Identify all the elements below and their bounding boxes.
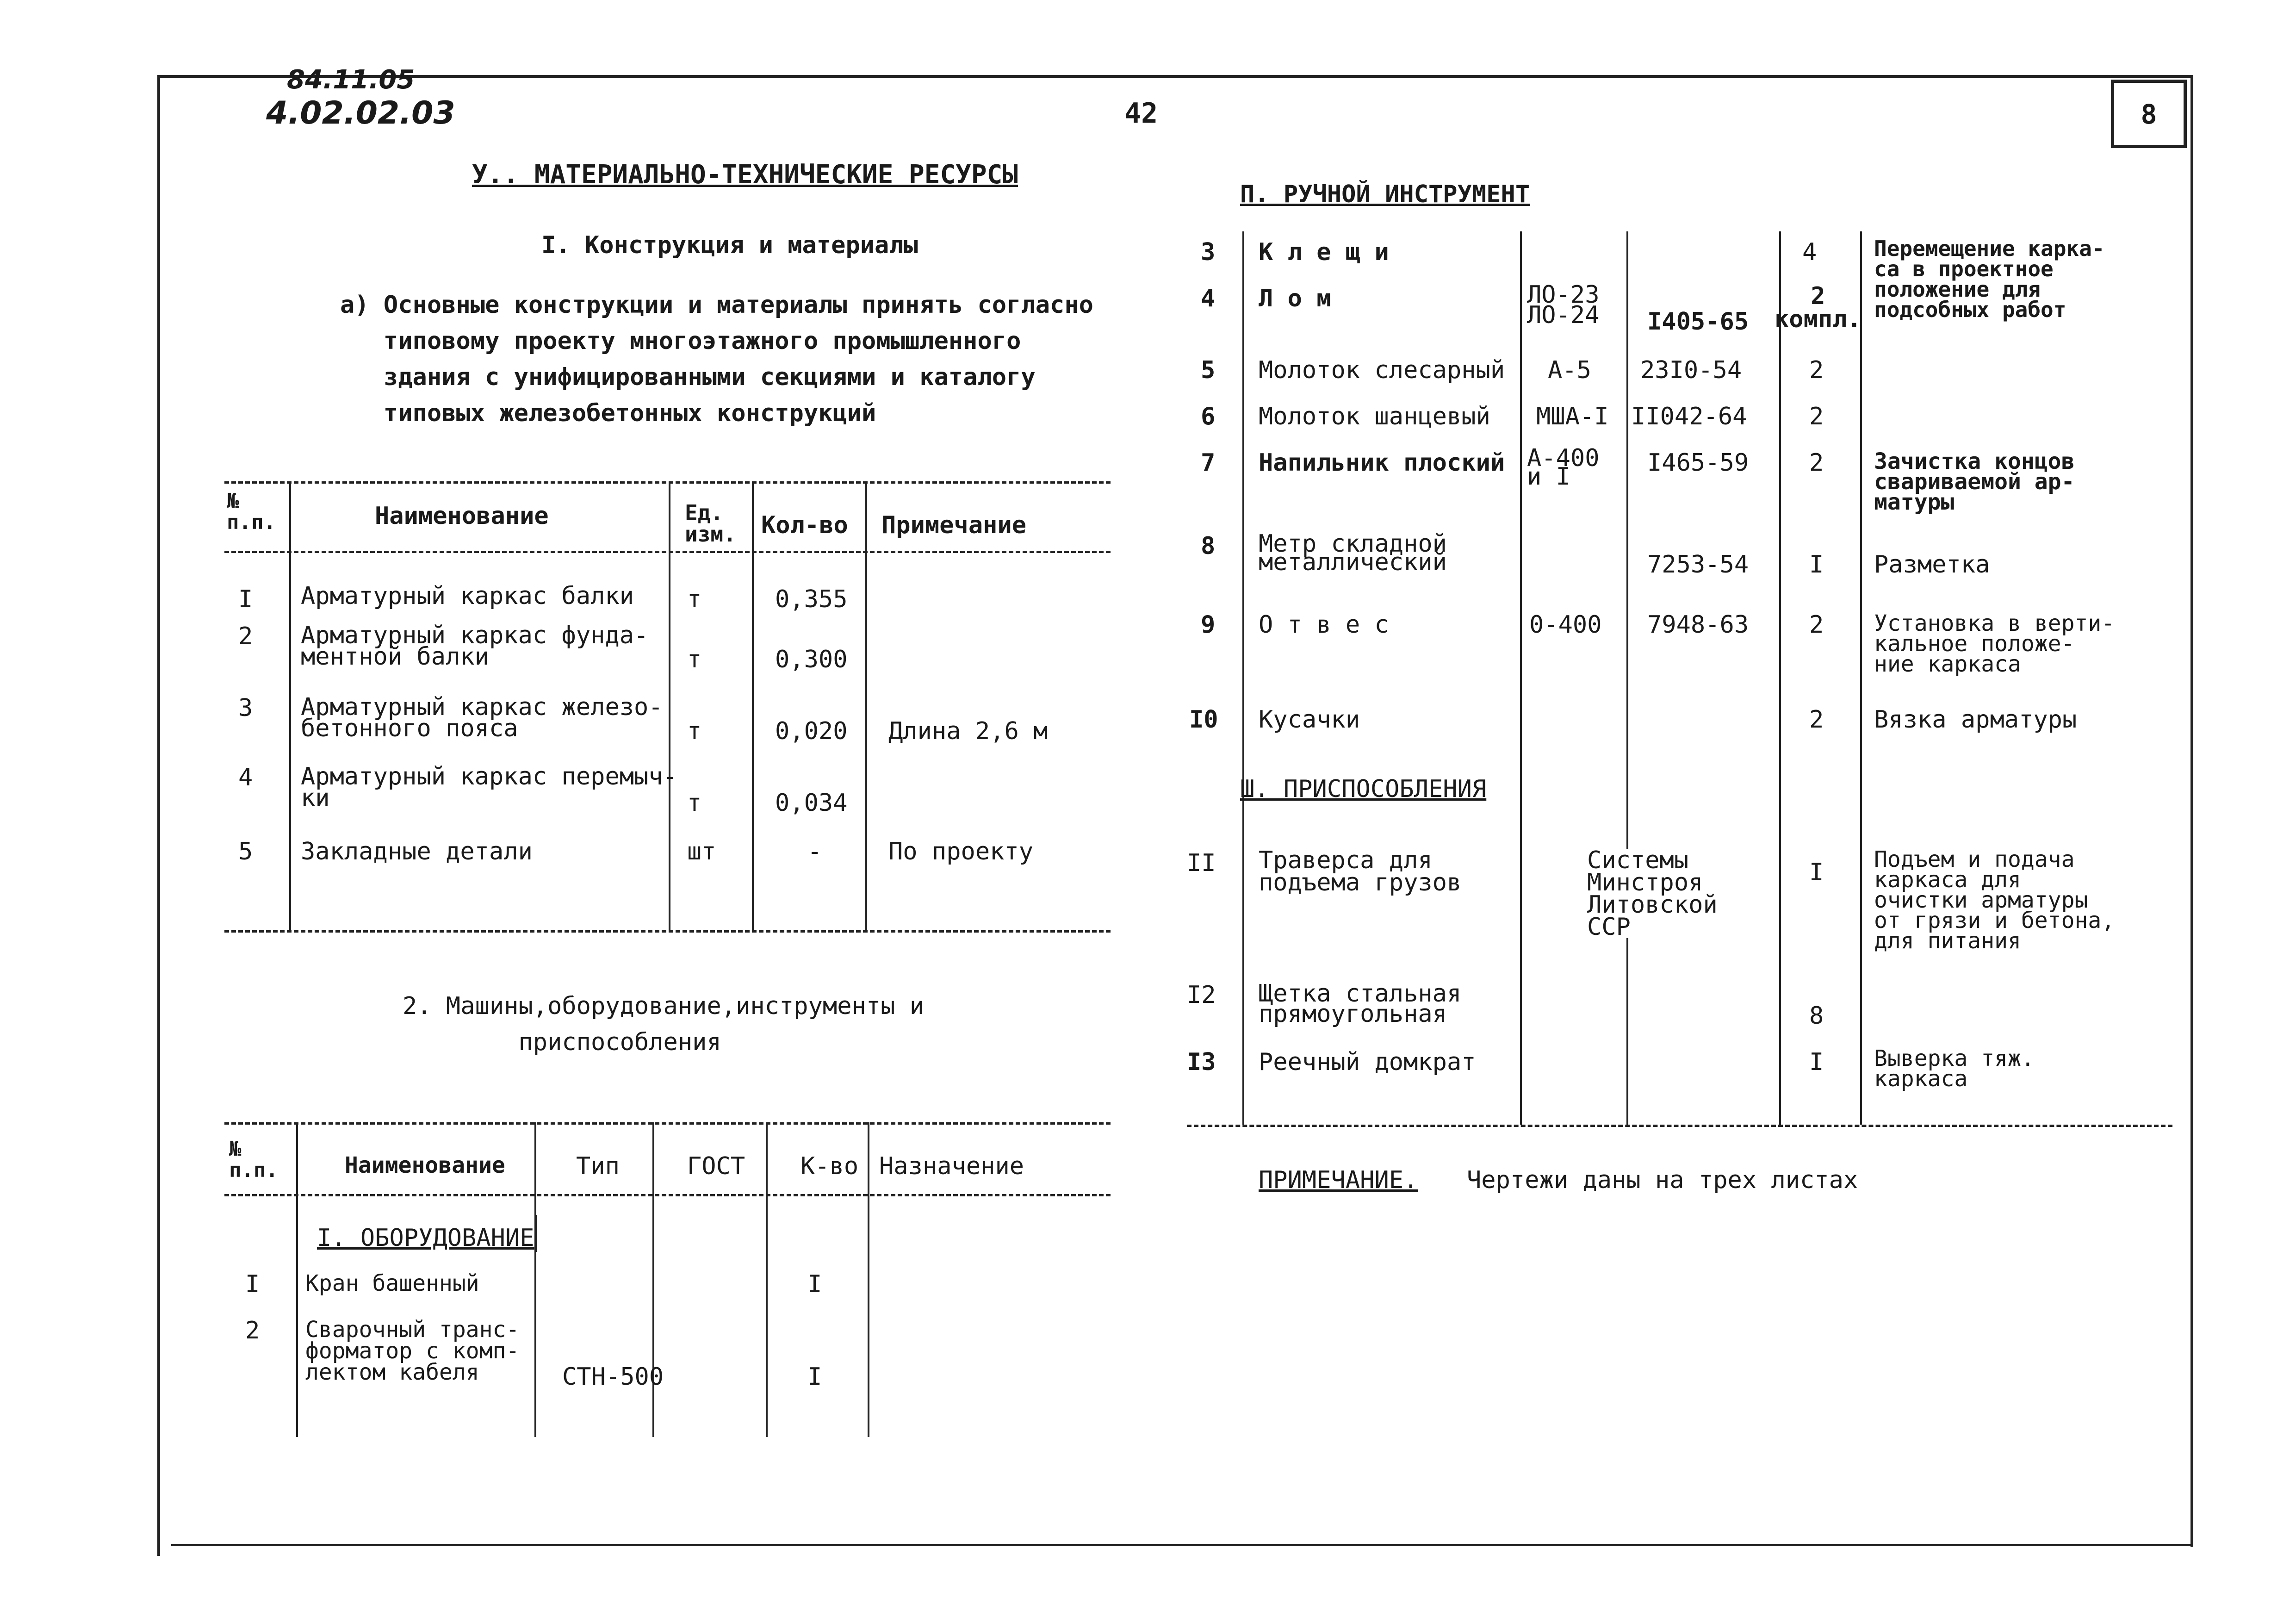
frame-bottom — [171, 1544, 2193, 1546]
note-text: Чертежи даны на трех листах — [1467, 1166, 1858, 1194]
sheet-number-box — [2111, 80, 2187, 148]
subsection-1-paragraph: а) Основные конструкции и материалы принять согласно типовому проекту многоэтажного промышленного здания с унифицированными секциями и каталогу типовых железобетонных конструкций — [340, 291, 1093, 427]
table-2-header-gost: ГОСТ — [687, 1152, 745, 1180]
table-2-header-purpose: Назначение — [879, 1152, 1024, 1180]
sheet-number: 8 — [2141, 99, 2157, 130]
table-2-header-name: Наименование — [345, 1152, 505, 1178]
section-title: У.. МАТЕРИАЛЬНО-ТЕХНИЧЕСКИЕ РЕСУРСЫ — [472, 160, 1018, 190]
subsection-2-title: 2. Машины,оборудование,инструменты и приспособления — [403, 992, 925, 1056]
group-hand-tools: П. РУЧНОЙ ИНСТРУМЕНТ — [1240, 180, 1530, 208]
table-2-header-qty: К-во — [800, 1152, 859, 1180]
group-equipment: I. ОБОРУДОВАНИЕ — [317, 1224, 534, 1252]
frame-right — [2191, 75, 2193, 1547]
page-number: 42 — [1124, 97, 1158, 130]
table-1-header-name: Наименование — [375, 502, 549, 530]
table-2-header-number: № п.п. — [229, 1137, 278, 1182]
frame-top — [157, 75, 2193, 78]
group-fixtures: Ш. ПРИСПОСОБЛЕНИЯ — [1240, 775, 1487, 803]
frame-left — [157, 75, 160, 1556]
table-2-header-type: Тип — [576, 1152, 620, 1180]
table-1-header-number: № п.п. — [227, 489, 276, 534]
table-1-header-note: Примечание — [881, 511, 1027, 539]
subsection-1-title: I. Конструкция и материалы — [541, 231, 918, 259]
table-1-header-qty: Кол-во — [761, 511, 848, 539]
note-label: ПРИМЕЧАНИЕ. — [1259, 1166, 1418, 1194]
document-code-old: 84.11.05 — [287, 65, 415, 95]
document-code: 4.02.02.03 — [266, 95, 455, 131]
table-1-header-unit: Ед. изм. — [685, 500, 736, 547]
